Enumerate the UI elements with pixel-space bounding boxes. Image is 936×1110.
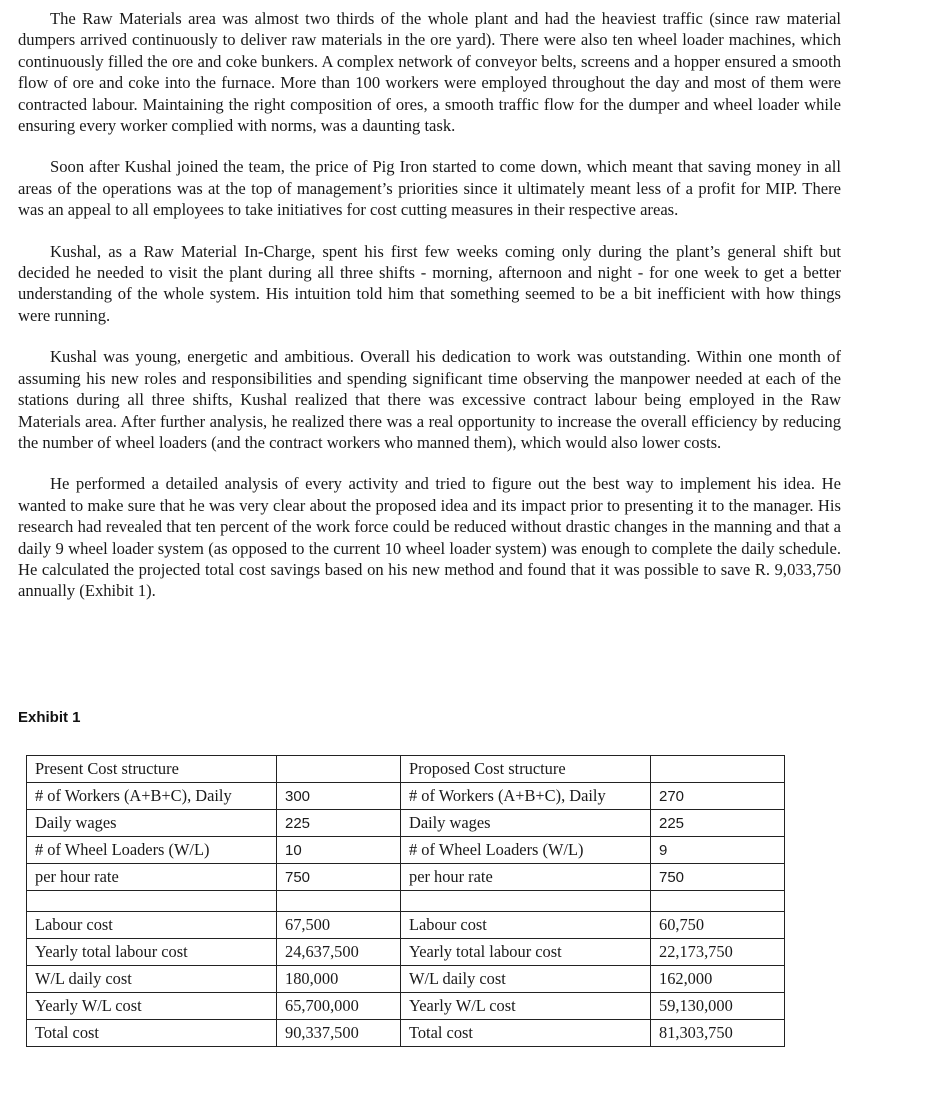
proposed-value: 750 [651,864,785,891]
proposed-label: W/L daily cost [401,966,651,993]
exhibit-title: Exhibit 1 [18,709,81,726]
present-value: 750 [277,864,401,891]
present-label: # of Workers (A+B+C), Daily [27,783,277,810]
present-value: 65,700,000 [277,993,401,1020]
present-value: 67,500 [277,912,401,939]
proposed-label: Daily wages [401,810,651,837]
present-value: 180,000 [277,966,401,993]
proposed-value: 59,130,000 [651,993,785,1020]
table-row [27,864,785,891]
empty-cell [27,891,277,912]
present-value: 225 [277,810,401,837]
present-label: Yearly W/L cost [27,993,277,1020]
proposed-value: 60,750 [651,912,785,939]
paragraph: Soon after Kushal joined the team, the price of Pig Iron started to come down, which meant that saving money in all areas of the operations was at the top of management’s priorities since it ultimately meant less of a profit for MIP. There was an appeal to all employees to take initiatives for cost cutting measures in their respective areas. [18,157,841,220]
paragraph: The Raw Materials area was almost two thirds of the whole plant and had the heaviest traffic (since raw material dumpers arrived continuously to deliver raw materials in the ore yard). There were also ten wheel loader machines, which continuously filled the ore and coke bunkers. A complex network of conveyor belts, screens and a hopper ensured a smooth flow of ore and coke into the furnace. More than 100 workers were employed throughout the day and most of them were contracted labour. Maintaining the right composition of ores, a smooth traffic flow for the dumper and wheel loader while ensuring every worker complied with norms, was a daunting task. [18,9,841,136]
proposed-value: 225 [651,810,785,837]
proposed-value: 22,173,750 [651,939,785,966]
present-label: Yearly total labour cost [27,939,277,966]
cost-structure-table [26,755,785,1047]
proposed-label: # of Wheel Loaders (W/L) [401,837,651,864]
present-label: W/L daily cost [27,966,277,993]
present-value: 24,637,500 [277,939,401,966]
empty-cell [651,891,785,912]
proposed-header: Proposed Cost structure [401,756,651,783]
present-label: Total cost [27,1020,277,1047]
proposed-value: 162,000 [651,966,785,993]
empty-cell [651,756,785,783]
present-label: per hour rate [27,864,277,891]
present-value: 300 [277,783,401,810]
table-row [27,912,785,939]
empty-cell [401,891,651,912]
paragraph: He performed a detailed analysis of every activity and tried to figure out the best way to implement his idea. He wanted to make sure that he was very clear about the proposed idea and its impact prior to presenting it to the manager. His research had revealed that ten percent of the work force could be reduced without drastic changes in the manning and that a daily 9 wheel loader system (as opposed to the current 10 wheel loader system) was enough to complete the daily schedule. He calculated the projected total cost savings based on his new method and found that it was possible to save R. 9,033,750 annually (Exhibit 1). [18,474,841,601]
present-label: Labour cost [27,912,277,939]
document-body [18,8,841,622]
empty-cell [277,756,401,783]
paragraph: Kushal, as a Raw Material In-Charge, spent his first few weeks coming only during the plant’s general shift but decided he needed to visit the plant during all three shifts - morning, afternoon and night - for one week to get a better understanding of the whole system. His intuition told him that something seemed to be a bit inefficient with how things were running. [18,241,841,325]
proposed-label: # of Workers (A+B+C), Daily [401,783,651,810]
present-label: # of Wheel Loaders (W/L) [27,837,277,864]
present-header: Present Cost structure [27,756,277,783]
table-spacer-row [27,891,785,912]
proposed-value: 270 [651,783,785,810]
paragraph: Kushal was young, energetic and ambitious. Overall his dedication to work was outstanding. Within one month of assuming his new roles and responsibilities and spending significant time observing the manpower needed at each of the stations during all three shifts, Kushal realized that there was excessive contract labour being employed in the Raw Materials area. After further analysis, he realized there was a real opportunity to increase the overall efficiency by reducing the number of wheel loaders (and the contract workers who manned them), which would also lower costs. [18,347,841,452]
proposed-label: per hour rate [401,864,651,891]
proposed-value: 81,303,750 [651,1020,785,1047]
proposed-label: Total cost [401,1020,651,1047]
proposed-label: Yearly total labour cost [401,939,651,966]
empty-cell [277,891,401,912]
table-row [27,939,785,966]
proposed-label: Yearly W/L cost [401,993,651,1020]
table-row [27,837,785,864]
proposed-value: 9 [651,837,785,864]
present-value: 90,337,500 [277,1020,401,1047]
table-row [27,1020,785,1047]
present-label: Daily wages [27,810,277,837]
table-row [27,966,785,993]
proposed-label: Labour cost [401,912,651,939]
present-value: 10 [277,837,401,864]
table-row [27,810,785,837]
table-header-row [27,756,785,783]
table-row [27,783,785,810]
table-row [27,993,785,1020]
